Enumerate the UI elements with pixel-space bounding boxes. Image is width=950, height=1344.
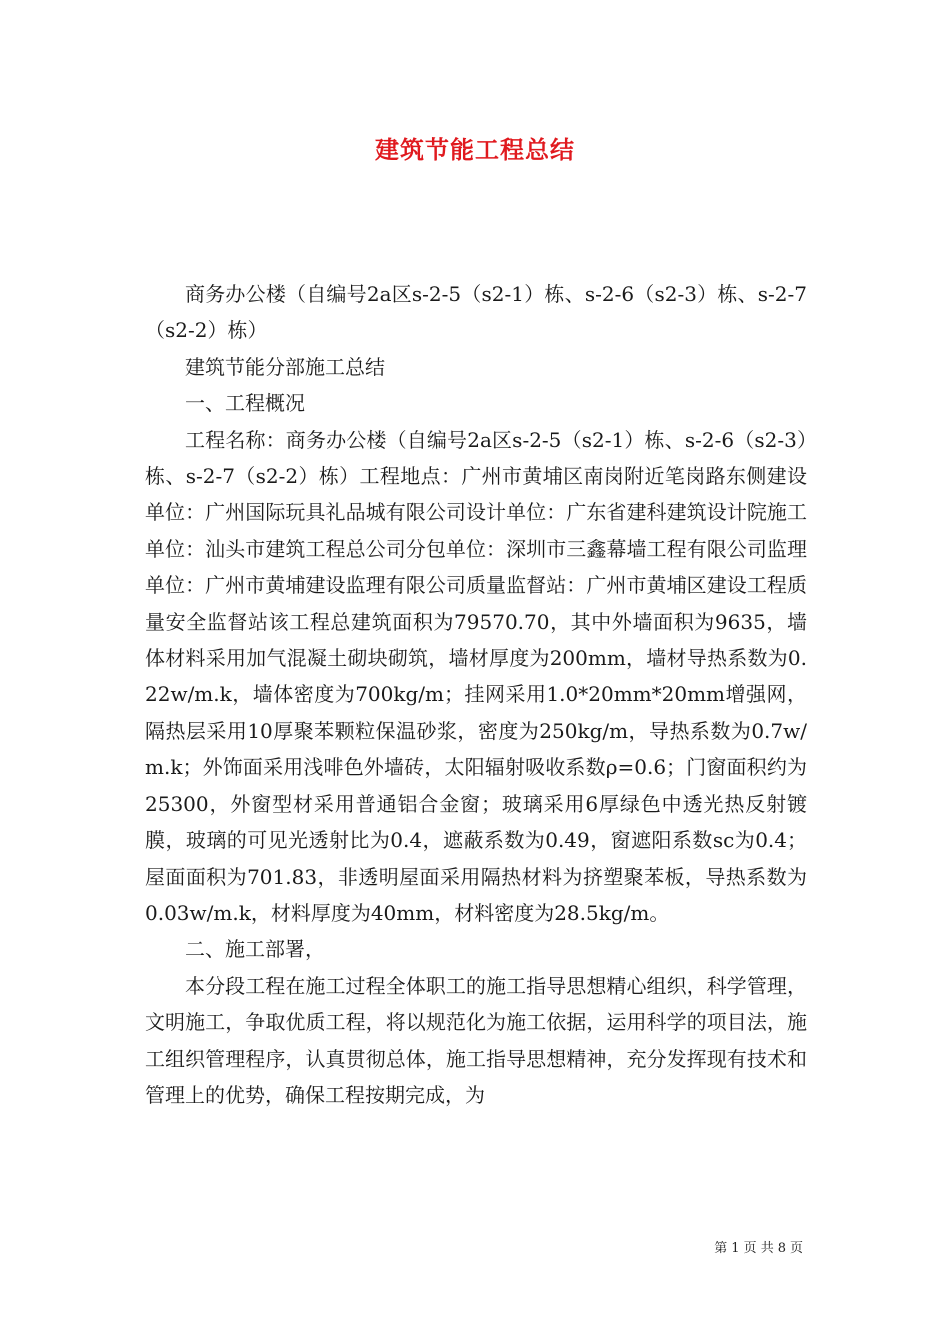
paragraph-deployment: 本分段工程在施工过程全体职工的施工指导思想精心组织，科学管理，文明施工，争取优质工程，将以规范化为施工依据，运用科学的项目法，施工组织管理程序，认真贯彻总体，施工指导思想精神，充分发挥现有技术和管理上的优势，确保工程按期完成，为 [145,973,807,1107]
footer-prefix: 第 [714,1241,728,1256]
section-heading-deployment: 二、施工部署， [185,937,325,962]
paragraph-overview: 工程名称：商务办公楼（自编号2a区s-2-5（s2-1）栋、s-2-6（s2-3）栋、s-2-7（s2-2）栋）工程地点：广州市黄埔区南岗附近笔岗路东侧建设单位：广州国际玩具礼品城有限公司设计单位：广东省建科建筑设计院施工单位：汕头市建筑工程总公司分包单位：深圳市三鑫幕墙工程有限公司监理单位：广州市黄埔建设监理有限公司质量监督站：广州市黄埔区建设工程质量安全监督站该工程总建筑面积为79570.70，其中外墙面积为9635，墙体材料采用加气混凝土砌块砌筑，墙材厚度为200mm，墙材导热系数为0.22w/m.k，墙体密度为700kg/m；挂网采用1.0*20mm*20mm增强网，隔热层采用10厚聚苯颗粒保温砂浆，密度为250kg/m，导热系数为0.7w/m.k；外饰面采用浅啡色外墙砖，太阳辐射吸收系数ρ=0.6；门窗面积约为25300，外窗型材采用普通铝合金窗；玻璃采用6厚绿色中透光热反射镀膜，玻璃的可见光透射比为0.4，遮蔽系数为0.49，窗遮阳系数sc为0.4；屋面面积为701.83，非透明屋面采用隔热材料为挤塑聚苯板，导热系数为0.03w/m.k，材料厚度为40mm，材料密度为28.5kg/m。 [145,427,807,925]
footer-total-pages: 8 [777,1241,786,1256]
footer-middle: 页 共 [743,1241,774,1256]
footer-suffix: 页 [789,1241,803,1256]
page-title: 建筑节能工程总结 [375,135,575,164]
page-footer [0,1240,805,1258]
paragraph-subtitle: 建筑节能分部施工总结 [185,354,385,379]
document-body [145,276,807,1113]
footer-current-page: 1 [731,1241,740,1256]
section-heading-overview: 一、工程概况 [185,391,305,416]
paragraph-project-header: 商务办公楼（自编号2a区s-2-5（s2-1）栋、s-2-6（s2-3）栋、s-2-7（s2-2）栋） [145,282,807,343]
